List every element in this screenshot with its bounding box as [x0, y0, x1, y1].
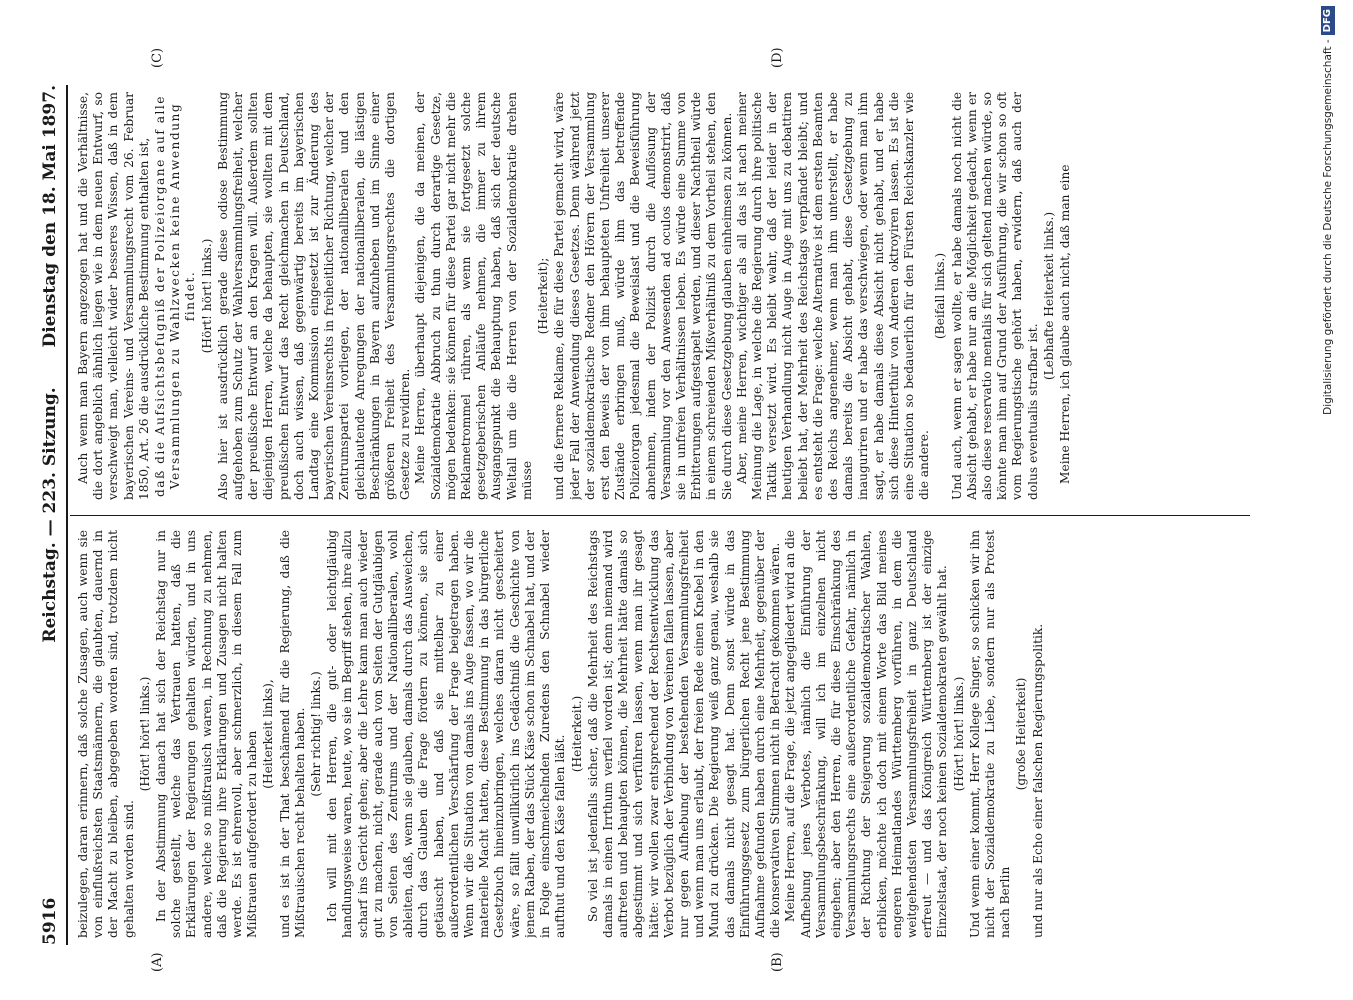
- column-divider: [70, 515, 1250, 516]
- page-header: [40, 85, 68, 945]
- margin-letter-c: (C): [150, 47, 165, 68]
- paragraph: und die fernere Reklame, die für diese Partei gemacht wird, wäre jeder Fall der Anwendung dieses Gesetzes. Denn während jetzt der sozialdemokratische Redner den Hörern der Versammlung erst den Beweis der von ihm behaupteten Unfreiheit unserer Zustände erbringen muß, würde ihm das betreffende Polizeiorgan jedesmal die Beweislast und die Beweisführung abnehmen, indem der Polizist durch die Auflösung der Versammlung vor den Anwesenden ad oculos demonstrirt, daß sie in unfreien Verhältnissen leben. Es würde eine Summe von Erbitterungen aufgestapelt werden, und dieser Nachtheil würde in einem schreienden Mißverhältniß zu dem Vortheil stehen, den Sie durch diese Gesetzgebung glauben einheimsen zu können.: [552, 92, 734, 500]
- interjection: (Hört! hört! links.): [199, 238, 214, 354]
- paragraph: So viel ist jedenfalls sicher, daß die Mehrheit des Reichstags damals in einen Irrthum verfiel worden ist; denn niemand wird auftreten und behaupten können, die Mehrheit hätte damals so abgestimmt und sich verführen lassen, wenn man ihr gesagt hätte: wir wollen zwar entsprechend der Rechtsentwicklung das Verbot bezüglich der Verbindung von Vereinen fallen lassen, aber nur gegen Aufhebung der bestehenden Versammlungsfreiheit und wenn man uns erlaubt, der freien Rede einen Knebel in den Mund zu drücken. Die Regierung weiß ganz genau, weshalb sie das damals nicht gesagt hat. Denn sonst würde in das Einführungsgesetz zum bürgerlichen Recht jene Bestimmung Aufnahme gefunden haben durch eine Mehrheit, gegenüber der die konservativen Stimmen nicht in Betracht gekommen wären.: [585, 530, 783, 938]
- interjection: (Heiterkeit.): [569, 695, 584, 773]
- paragraph: und nur als Echo einer falschen Regierungspolitik.: [1030, 623, 1045, 938]
- margin-letter-d: (D): [770, 47, 785, 68]
- right-text-column: [76, 92, 1252, 500]
- interjection: (Heiterkeit);: [536, 257, 551, 335]
- paragraph: Und wenn einer kommt, Herr Kollege Singer, so schicken wir ihn nicht der Sozialdemokratie zu Liebe, sondern nur als Protest nach Berlin: [967, 530, 1013, 938]
- dfg-logo-icon: DFG: [1321, 6, 1335, 35]
- session-title: Reichstag. — 223. Sitzung.: [40, 387, 60, 643]
- paragraph: Aber, meine Herren, wichtiger als all das ist nach meiner Meinung die Lage, in welche die Regierung durch ihre politische Taktik versetzt wird. Es bleibt wahr, daß der leider in der heutigen Verhandlung nicht Auge in Auge mit uns zu debattiren beliebt hat, der Mehrheit des Reichstags verpfändet bleibt; und es entsteht die Frage: welche Alternative ist dem ersten Beamten des Reichs angenehmer, wenn man ihm unterstellt, er habe damals bereits die Absicht gehabt, diese Gesetzgebung zu inauguriren und er habe das verschwiegen, oder wenn man ihm sagt, er habe damals diese Absicht nicht gehabt, und er habe sich diese Hinterthür von Anderen oktroyiren lassen. Es ist die eine Situation so bedauerlich für den Fürsten Reichskanzler wie die andere.: [734, 92, 932, 500]
- session-date: Dienstag den 18. Mai 1897.: [40, 85, 60, 348]
- interjection: (Sehr richtig! links.): [309, 671, 324, 797]
- page-number: 5916: [40, 897, 60, 945]
- header-rule: [66, 85, 68, 945]
- interjection: (Hört! hört! links.): [951, 676, 966, 792]
- paragraph: Auch wenn man Bayern angezogen hat und die Verhältnisse, die dort angeblich ähnlich liegen wie in dem neuen Entwurf, so verschweigt man, vielleicht wider besseres Wissen, daß in dem bayerischen Vereins- und Versammlungsrecht vom 26. Februar 1850, Art. 26 die ausdrückliche Bestimmung enthalten ist,: [76, 92, 151, 500]
- interjection: (Beifall links.): [933, 252, 948, 340]
- interjection: (Lebhafte Heiterkeit links.): [1041, 211, 1056, 381]
- paragraph: beizulegen, daran erinnern, daß solche Zusagen, auch wenn sie von einflußreichsten Staatsmännern, die glaubten, dauernd in der Macht zu bleiben, abgegeben worden sind, trotzdem nicht gehalten worden sind.: [76, 530, 136, 938]
- margin-letter-b: (B): [770, 952, 785, 972]
- digitization-credit: [1318, 0, 1338, 1000]
- paragraph: Und auch, wenn er sagen wollte, er habe damals noch nicht die Absicht gehabt, er habe nur an die Möglichkeit gedacht, wenn er also diese reservatio mentalis für sich geltend machen würde, so könnte man ihm auf Grund der Ausführung, die wir schon so oft vom Regierungstische gehört haben, erwidern, daß auch der dolus eventualis strafbar ist.: [949, 92, 1040, 500]
- paragraph: Also hier ist ausdrücklich gerade diese odiose Bestimmung aufgehoben zum Schutz der Wahlversammlungsfreiheit, welcher der preußische Entwurf an den Kragen will. Außerdem sollten diejenigen Herren, welche da behaupten, sie wollten mit dem preußischen Entwurf das Recht gleichmachen in Deutschland, doch auch wissen, daß gegenwärtig bereits im bayerischen Landtag eine Kommission eingesetzt ist zur Änderung des bayerischen Vereinsrechts in freiheitlicher Richtung, welcher der Zentrumspartei vorliegen, der nationalliberalen und den gleichlautende Anregungen der nationalliberalen, die lästigen Beschränkungen in Bayern aufzuheben und im Sinne einer größeren Freiheit des Versammlungsrechtes die dortigen Gesetze zu revidiren.: [215, 92, 413, 500]
- paragraph: Ich will mit den Herren, die gut- oder leichtgläubig handlungsweise waren, heute, wo sie im Begriff stehen, ihre allzu scharf ins Gericht gehen; aber die Lehre kann man auch wieder gut zu machen, nicht, gerade auch von Seiten der Gutgläubigen von Seiten des Zentrums und der Nationalliberalen, wohl ableiten, daß, wenn sie glauben, damals durch das Ausweichen, durch das Glauben die Frage fördern zu können, sie sich getäuscht haben, und daß sie mittelbar zu einer außerordentlichen Verschärfung der Frage beigetragen haben. Wenn wir die Situation von damals ins Auge fassen, wo wir die materielle Macht hatten, diese Bestimmung in das bürgerliche Gesetzbuch hineinzubringen, welches daran nicht gescheitert wäre, so fällt unwillkürlich ins Gedächtniß die Geschichte von jenem Raben, der das Stück Käse schon im Schnabel hat, und der in Folge einschmeichelnden Zuredens den Schnabel wieder aufthut und den Käse fallen läßt.: [325, 530, 568, 938]
- paragraph: Meine Herren, überhaupt diejenigen, die da meinen, der Sozialdemokratie Abbruch zu thun durch derartige Gesetze, mögen bedenken: sie können für diese Partei gar nicht mehr die Reklametrommel rühren, als wenn sie fortgesetzt solche gesetzgeberischen Anläufe nehmen, die immer zu ihrem Ausgangspunkt die Behauptung haben, daß sich der deutsche Weltall um die die Herren von der Sozialdemokratie drehen müsse: [413, 92, 534, 500]
- interjection: (Hört! hört! links.): [137, 676, 152, 792]
- paragraph: und es ist in der That beschämend für die Regierung, daß die Mißtrauischen recht behalten haben.: [277, 530, 307, 938]
- margin-letter-a: (A): [150, 952, 165, 972]
- left-text-column: [76, 530, 1252, 938]
- interjection: (große Heiterkeit): [1014, 677, 1029, 791]
- quoted-provision: daß die Aufsichtsbefugniß der Polizeiorgane auf alle Versammlungen zu Wahlzwecken keine Anwendung findet.: [153, 95, 198, 497]
- paragraph: Meine Herren, ich glaube auch nicht, daß man eine: [1058, 164, 1072, 484]
- paragraph: In der Abstimmung danach hat sich der Reichstag nur in solche gestellt, welche das Vertrauen hatten, daß die Erklärungen der Regierungen gehalten würden, und in uns andere, welche so mißtrauisch waren, in Rechnung zu nehmen, daß die Regierung ihre Erklärungen und Zusagen nicht halten werde. Es ist ehrenvoll, aber schmerzlich, in diesem Fall zum Mißtrauen aufgefordert zu haben: [154, 530, 260, 938]
- credit-text: Digitalisierung gefördert durch die Deutsche Forschungsgemeinschaft -: [1322, 39, 1334, 415]
- interjection: (Heiterkeit links),: [261, 679, 276, 789]
- paragraph: Meine Herren, auf die Frage, die jetzt angegliedert wird an die Aufhebung jenes Verbotes, nämlich die Einführung der Versammlungsbeschränkung, will ich im einzelnen nicht eingehen; aber den Herren, die für diese Einschränkung des Versammlungsrechts eine außerordentliche Gefahr, nämlich in der Richtung der Steigerung sozialdemokratischer Wahlen, erblicken, möchte ich doch mit einem Worte das Bild meines engeren Heimatlandes Württemberg vorführen, in dem die weitgehendsten Versammlungsfreiheit in ganz Deutschland erfreut — und das Königreich Württemberg ist der einzige Einzelstaat, der noch keinen Sozialdemokraten gewählt hat.: [783, 530, 950, 938]
